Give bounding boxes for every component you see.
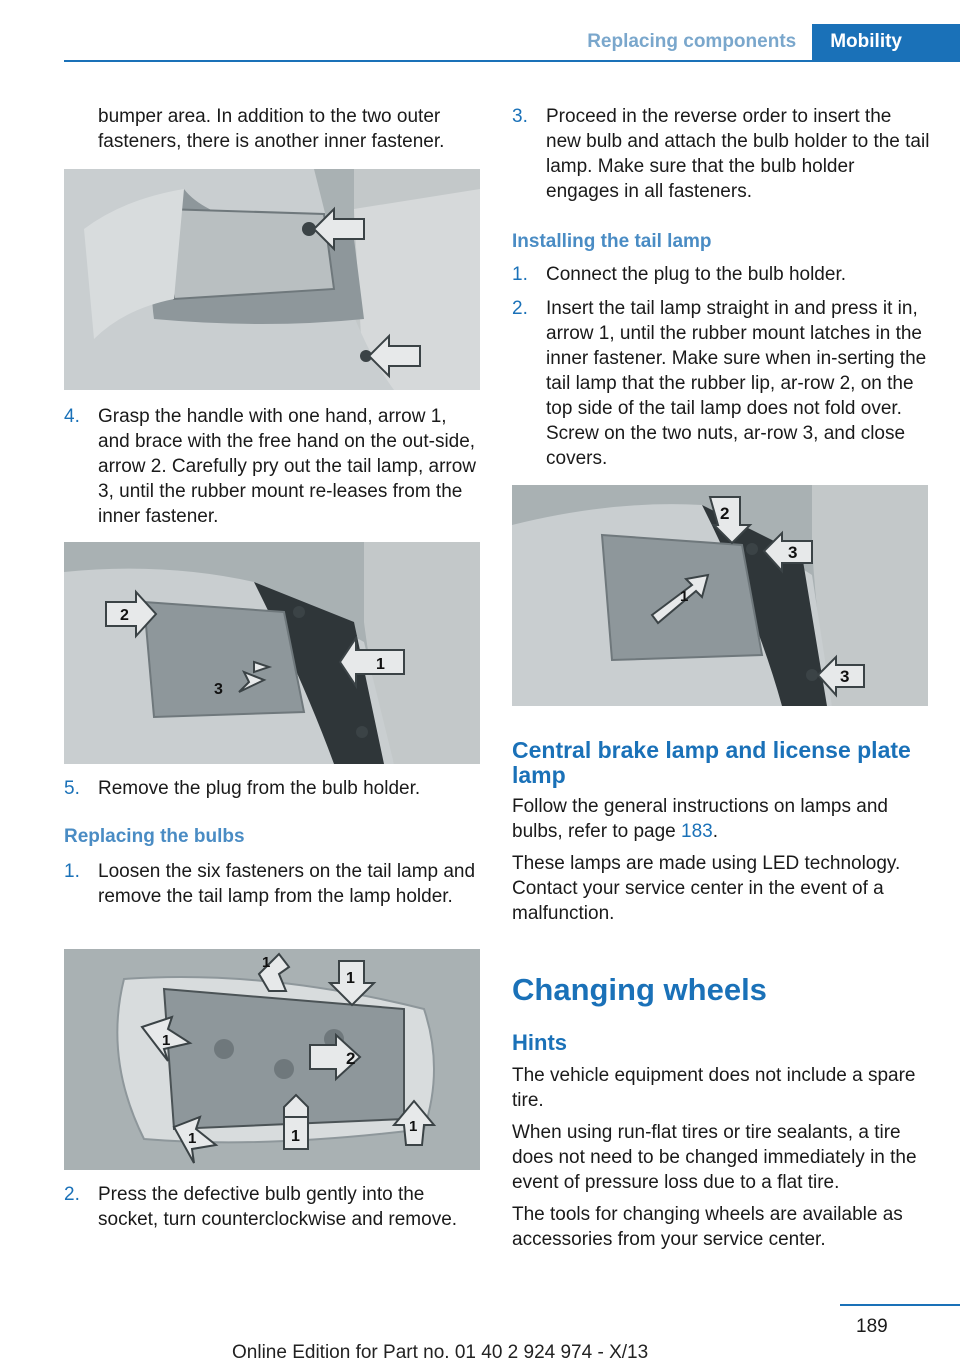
page-header <box>571 24 960 60</box>
step-number: 3. <box>512 106 528 127</box>
heading-changing-wheels: Changing wheels <box>512 972 767 1007</box>
footer-edition: Online Edition for Part no. 01 40 2 924 974 - X/13 <box>232 1342 649 1363</box>
section-title: Replacing components <box>587 31 797 52</box>
figure-label: 1 <box>680 588 689 605</box>
step-number: 2. <box>512 298 528 319</box>
figure-bulb-holder <box>64 949 480 1170</box>
brake-text-after: . <box>712 821 718 842</box>
hints-paragraph-1: The vehicle equipment does not include a spare tire. <box>512 1065 916 1111</box>
brake-paragraph-1 <box>512 794 930 844</box>
step-5 <box>64 776 482 801</box>
subheading-installing-tail-lamp: Installing the tail lamp <box>512 231 712 252</box>
brake-paragraph-2: These lamps are made using LED technology. Contact your service center in the event of a malfunction. <box>512 853 901 924</box>
step-text: Loosen the six fasteners on the tail lamp and remove the tail lamp from the lamp holder. <box>98 861 476 907</box>
page-reference-link[interactable]: 183 <box>681 821 713 842</box>
figure-taillamp-fasteners <box>64 169 480 390</box>
bulb-step-1 <box>64 859 482 909</box>
step-number: 1. <box>64 861 80 882</box>
figure-label: 1 <box>346 970 355 987</box>
figure-install-taillamp <box>512 485 928 706</box>
heading-hints: Hints <box>512 1030 567 1055</box>
figure-pry-out-taillamp <box>64 542 480 764</box>
figure-label: 1 <box>188 1130 197 1147</box>
hints-paragraph-3: The tools for changing wheels are available as accessories from your service center. <box>512 1204 903 1250</box>
figure-label: 1 <box>162 1032 171 1049</box>
figure-label: 3 <box>214 681 223 698</box>
step-text: Proceed in the reverse order to insert the new bulb and attach the bulb holder to the tail lamp. Make sure that the bulb holder engages in all fasteners. <box>546 106 930 202</box>
figure-label: 3 <box>840 667 850 686</box>
figure-label: 2 <box>346 1049 356 1068</box>
bulb-step-3 <box>512 104 930 204</box>
step-text: Remove the plug from the bulb holder. <box>98 778 421 799</box>
figure-label: 1 <box>409 1118 418 1135</box>
step-number: 2. <box>64 1184 80 1205</box>
intro-paragraph: bumper area. In addition to the two outer fasteners, there is another inner fastener. <box>98 106 445 152</box>
chapter-tab[interactable]: Mobility <box>812 24 960 60</box>
step-text: Insert the tail lamp straight in and press it in, arrow 1, until the rubber mount latches in the inner fastener. Make sure when in-serting the tail lamp that the rubber lip, ar-row 2, on the top side of the tail lamp does not fold over. Screw on the two nuts, ar-row 3, and close covers. <box>546 298 927 469</box>
install-step-2 <box>512 296 930 471</box>
footer-rule <box>840 1304 960 1306</box>
figure-label: 2 <box>120 607 129 624</box>
install-step-1 <box>512 262 930 287</box>
figure-label: 1 <box>262 954 271 971</box>
page-number: 189 <box>856 1316 888 1337</box>
step-text: Grasp the handle with one hand, arrow 1, and brace with the free hand on the out-side, arrow 2. Carefully pry out the tail lamp, arrow 3, until the rubber mount re-leases from the inner fastener. <box>98 406 477 527</box>
figure-label: 3 <box>788 543 798 562</box>
figure-label: 1 <box>376 656 385 673</box>
step-text: Press the defective bulb gently into the socket, turn counterclockwise and remove. <box>98 1184 458 1230</box>
hints-paragraph-2: When using run-flat tires or tire sealants, a tire does not need to be changed immediately in the event of pressure loss due to a flat tire. <box>512 1122 917 1193</box>
figure-label: 2 <box>720 504 730 523</box>
heading-central-brake-lamp: Central brake lamp and license plate lamp <box>512 737 911 788</box>
step-number: 5. <box>64 778 80 799</box>
bulb-step-2 <box>64 1182 482 1232</box>
brake-text-before: Follow the general instructions on lamps and bulbs, refer to page <box>512 796 888 842</box>
header-rule <box>64 60 960 62</box>
step-number: 4. <box>64 406 80 427</box>
subheading-replacing-bulbs: Replacing the bulbs <box>64 826 245 847</box>
step-number: 1. <box>512 264 528 285</box>
step-text: Connect the plug to the bulb holder. <box>546 264 847 285</box>
figure-label: 1 <box>291 1128 300 1145</box>
step-4 <box>64 404 482 529</box>
